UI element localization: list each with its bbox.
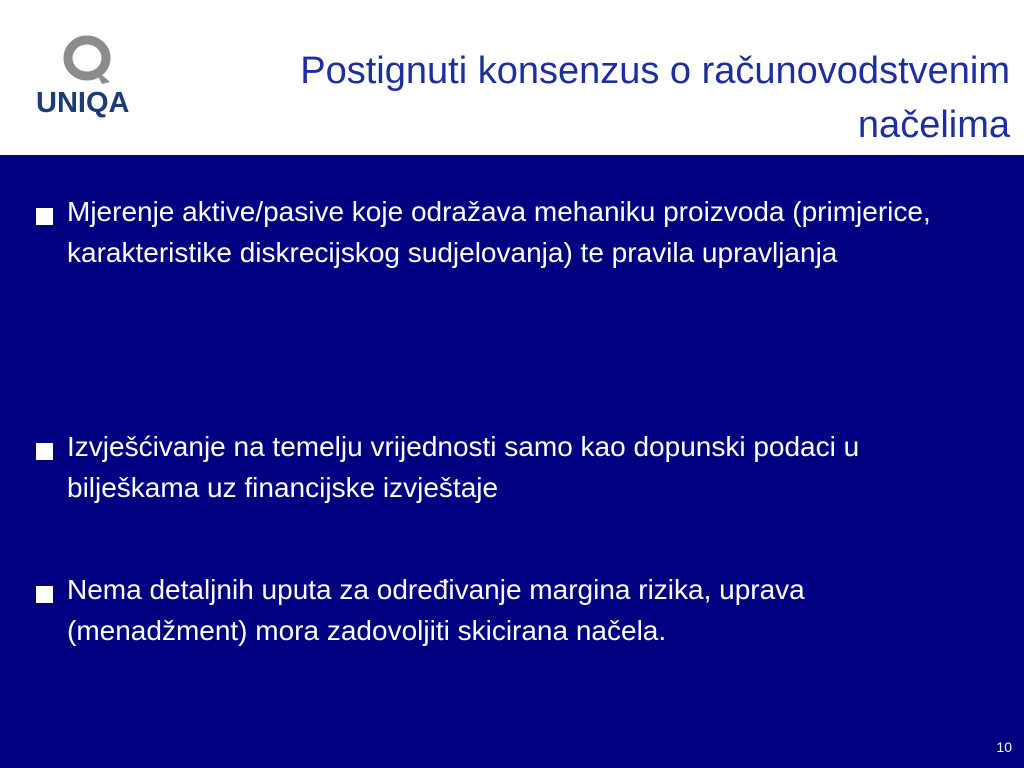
slide-title-line-2: načelima (857, 104, 1010, 146)
slide-title-line-1: Postignuti konsenzus o računovodstvenim (300, 50, 1010, 92)
uniqa-logo (36, 32, 136, 122)
square-bullet-icon (36, 443, 53, 460)
svg-text:UNIQA: UNIQA (36, 87, 130, 119)
slide-body (0, 155, 1024, 768)
bullet-text: Mjerenje aktive/pasive koje odražava mehaniku proizvoda (primjerice, karakteristike diskrecijskog sudjelovanja) te pravila upravljanja (67, 196, 931, 268)
page-number: 10 (996, 739, 1012, 755)
slide-header (0, 0, 1024, 155)
square-bullet-icon (36, 586, 53, 603)
bullet-text: Nema detaljnih uputa za određivanje margina rizika, uprava (menadžment) mora zadovoljiti skicirana načela. (67, 574, 805, 646)
bullet-item (36, 191, 986, 273)
bullet-item (36, 426, 986, 508)
bullet-text: Izvješćivanje na temelju vrijednosti samo kao dopunski podaci u bilješkama uz financijske izvještaje (67, 431, 860, 503)
square-bullet-icon (36, 208, 53, 225)
slide-title (130, 44, 1010, 152)
bullet-item (36, 569, 986, 651)
